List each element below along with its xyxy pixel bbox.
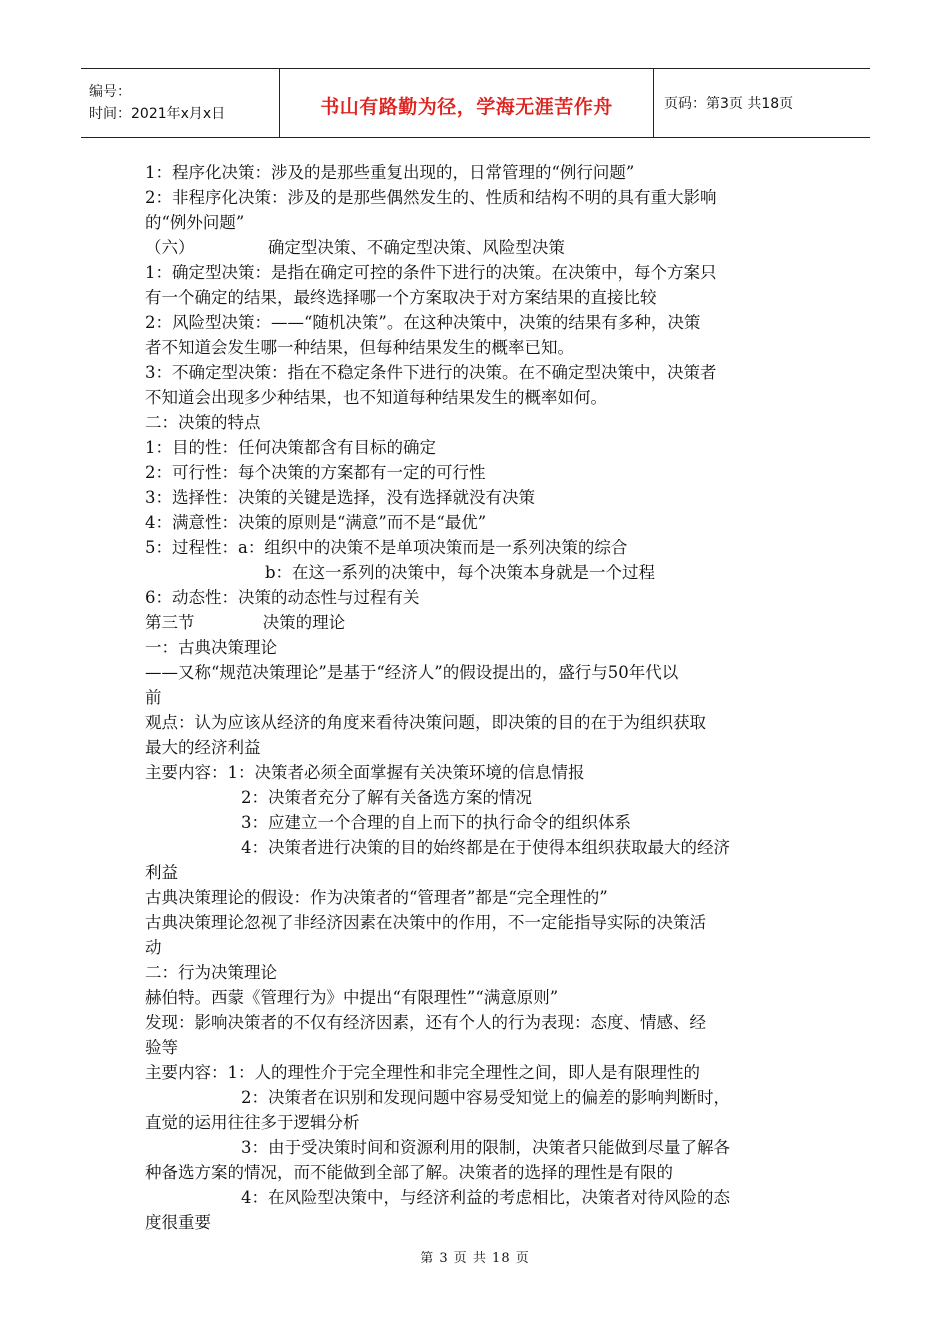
- text-line: 古典决策理论忽视了非经济因素在决策中的作用，不一定能指导实际的决策活: [145, 913, 706, 932]
- text-line: 观点：认为应该从经济的角度来看待决策问题，即决策的目的在于为组织获取: [145, 713, 706, 732]
- text-line: 1：确定型决策：是指在确定可控的条件下进行的决策。在决策中，每个方案只: [145, 263, 717, 282]
- text-line: 2：非程序化决策：涉及的是那些偶然发生的、性质和结构不明的具有重大影响: [145, 188, 717, 207]
- text-line: 3：由于受决策时间和资源利用的限制，决策者只能做到尽量了解各: [241, 1138, 730, 1157]
- document-date: 时间：2021年x月x日: [89, 106, 226, 122]
- text-line: 验等: [145, 1038, 178, 1057]
- text-line: 1：目的性：任何决策都含有目标的确定: [145, 438, 436, 457]
- text-line: 6：动态性：决策的动态性与过程有关: [145, 588, 420, 607]
- text-line: 二：决策的特点: [145, 413, 261, 432]
- text-line: 不知道会出现多少种结果，也不知道每种结果发生的概率如何。: [145, 388, 607, 407]
- document-body: [145, 160, 815, 1235]
- text-line: 5：过程性：a：组织中的决策不是单项决策而是一系列决策的综合: [145, 538, 628, 557]
- header-page-info: 页码：第3页 共18页: [664, 96, 794, 112]
- text-line: 赫伯特。西蒙《管理行为》中提出“有限理性”“满意原则”: [145, 988, 559, 1007]
- text-line: 主要内容：1：决策者必须全面掌握有关决策环境的信息情报: [145, 763, 585, 782]
- text-line: 2：决策者充分了解有关备选方案的情况: [241, 788, 532, 807]
- header-motto: 书山有路勤为径，学海无涯苦作舟: [320, 95, 613, 118]
- text-line: 1：程序化决策：涉及的是那些重复出现的，日常管理的“例行问题”: [145, 163, 635, 182]
- text-line: b：在这一系列的决策中，每个决策本身就是一个过程: [265, 563, 656, 582]
- text-line: （六） 确定型决策、不确定型决策、风险型决策: [145, 238, 565, 257]
- header-meta: [81, 69, 280, 137]
- text-line: 3：应建立一个合理的自上而下的执行命令的组织体系: [241, 813, 631, 832]
- text-line: 2：可行性：每个决策的方案都有一定的可行性: [145, 463, 486, 482]
- header-page-cell: [654, 69, 870, 137]
- text-line: 发现：影响决策者的不仅有经济因素，还有个人的行为表现：态度、情感、经: [145, 1013, 706, 1032]
- text-line: 3：选择性：决策的关键是选择，没有选择就没有决策: [145, 488, 535, 507]
- text-line: 第三节 决策的理论: [145, 613, 346, 632]
- text-line: 4：在风险型决策中，与经济利益的考虑相比，决策者对待风险的态: [241, 1188, 730, 1207]
- text-line: ——又称“规范决策理论”是基于“经济人”的假设提出的，盛行与50年代以: [145, 663, 679, 682]
- page-footer: 第 3 页 共 18 页: [420, 1251, 530, 1266]
- text-line: 动: [145, 938, 162, 957]
- text-line: 2：风险型决策：——“随机决策”。在这种决策中，决策的结果有多种，决策: [145, 313, 701, 332]
- text-line: 种备选方案的情况，而不能做到全部了解。决策者的选择的理性是有限的: [145, 1163, 673, 1182]
- text-line: 主要内容：1：人的理性介于完全理性和非完全理性之间，即人是有限理性的: [145, 1063, 700, 1082]
- text-line: 二：行为决策理论: [145, 963, 277, 982]
- text-line: 者不知道会发生哪一种结果，但每种结果发生的概率已知。: [145, 338, 574, 357]
- header-motto-cell: [280, 69, 654, 137]
- text-line: 度很重要: [145, 1213, 211, 1232]
- text-line: 有一个确定的结果，最终选择哪一个方案取决于对方案结果的直接比较: [145, 288, 657, 307]
- text-line: 一：古典决策理论: [145, 638, 277, 657]
- text-line: 2：决策者在识别和发现问题中容易受知觉上的偏差的影响判断时，: [241, 1088, 730, 1107]
- document-number: 编号：: [89, 84, 131, 100]
- text-line: 前: [145, 688, 162, 707]
- text-line: 古典决策理论的假设：作为决策者的“管理者”都是“完全理性的”: [145, 888, 608, 907]
- text-line: 4：满意性：决策的原则是“满意”而不是“最优”: [145, 513, 487, 532]
- text-line: 直觉的运用往往多于逻辑分析: [145, 1113, 360, 1132]
- text-line: 3：不确定型决策：指在不稳定条件下进行的决策。在不确定型决策中，决策者: [145, 363, 717, 382]
- text-line: 最大的经济利益: [145, 738, 261, 757]
- text-line: 4：决策者进行决策的目的始终都是在于使得本组织获取最大的经济: [241, 838, 730, 857]
- text-line: 利益: [145, 863, 178, 882]
- page-header: [81, 68, 870, 138]
- text-line: 的“例外问题”: [145, 213, 245, 232]
